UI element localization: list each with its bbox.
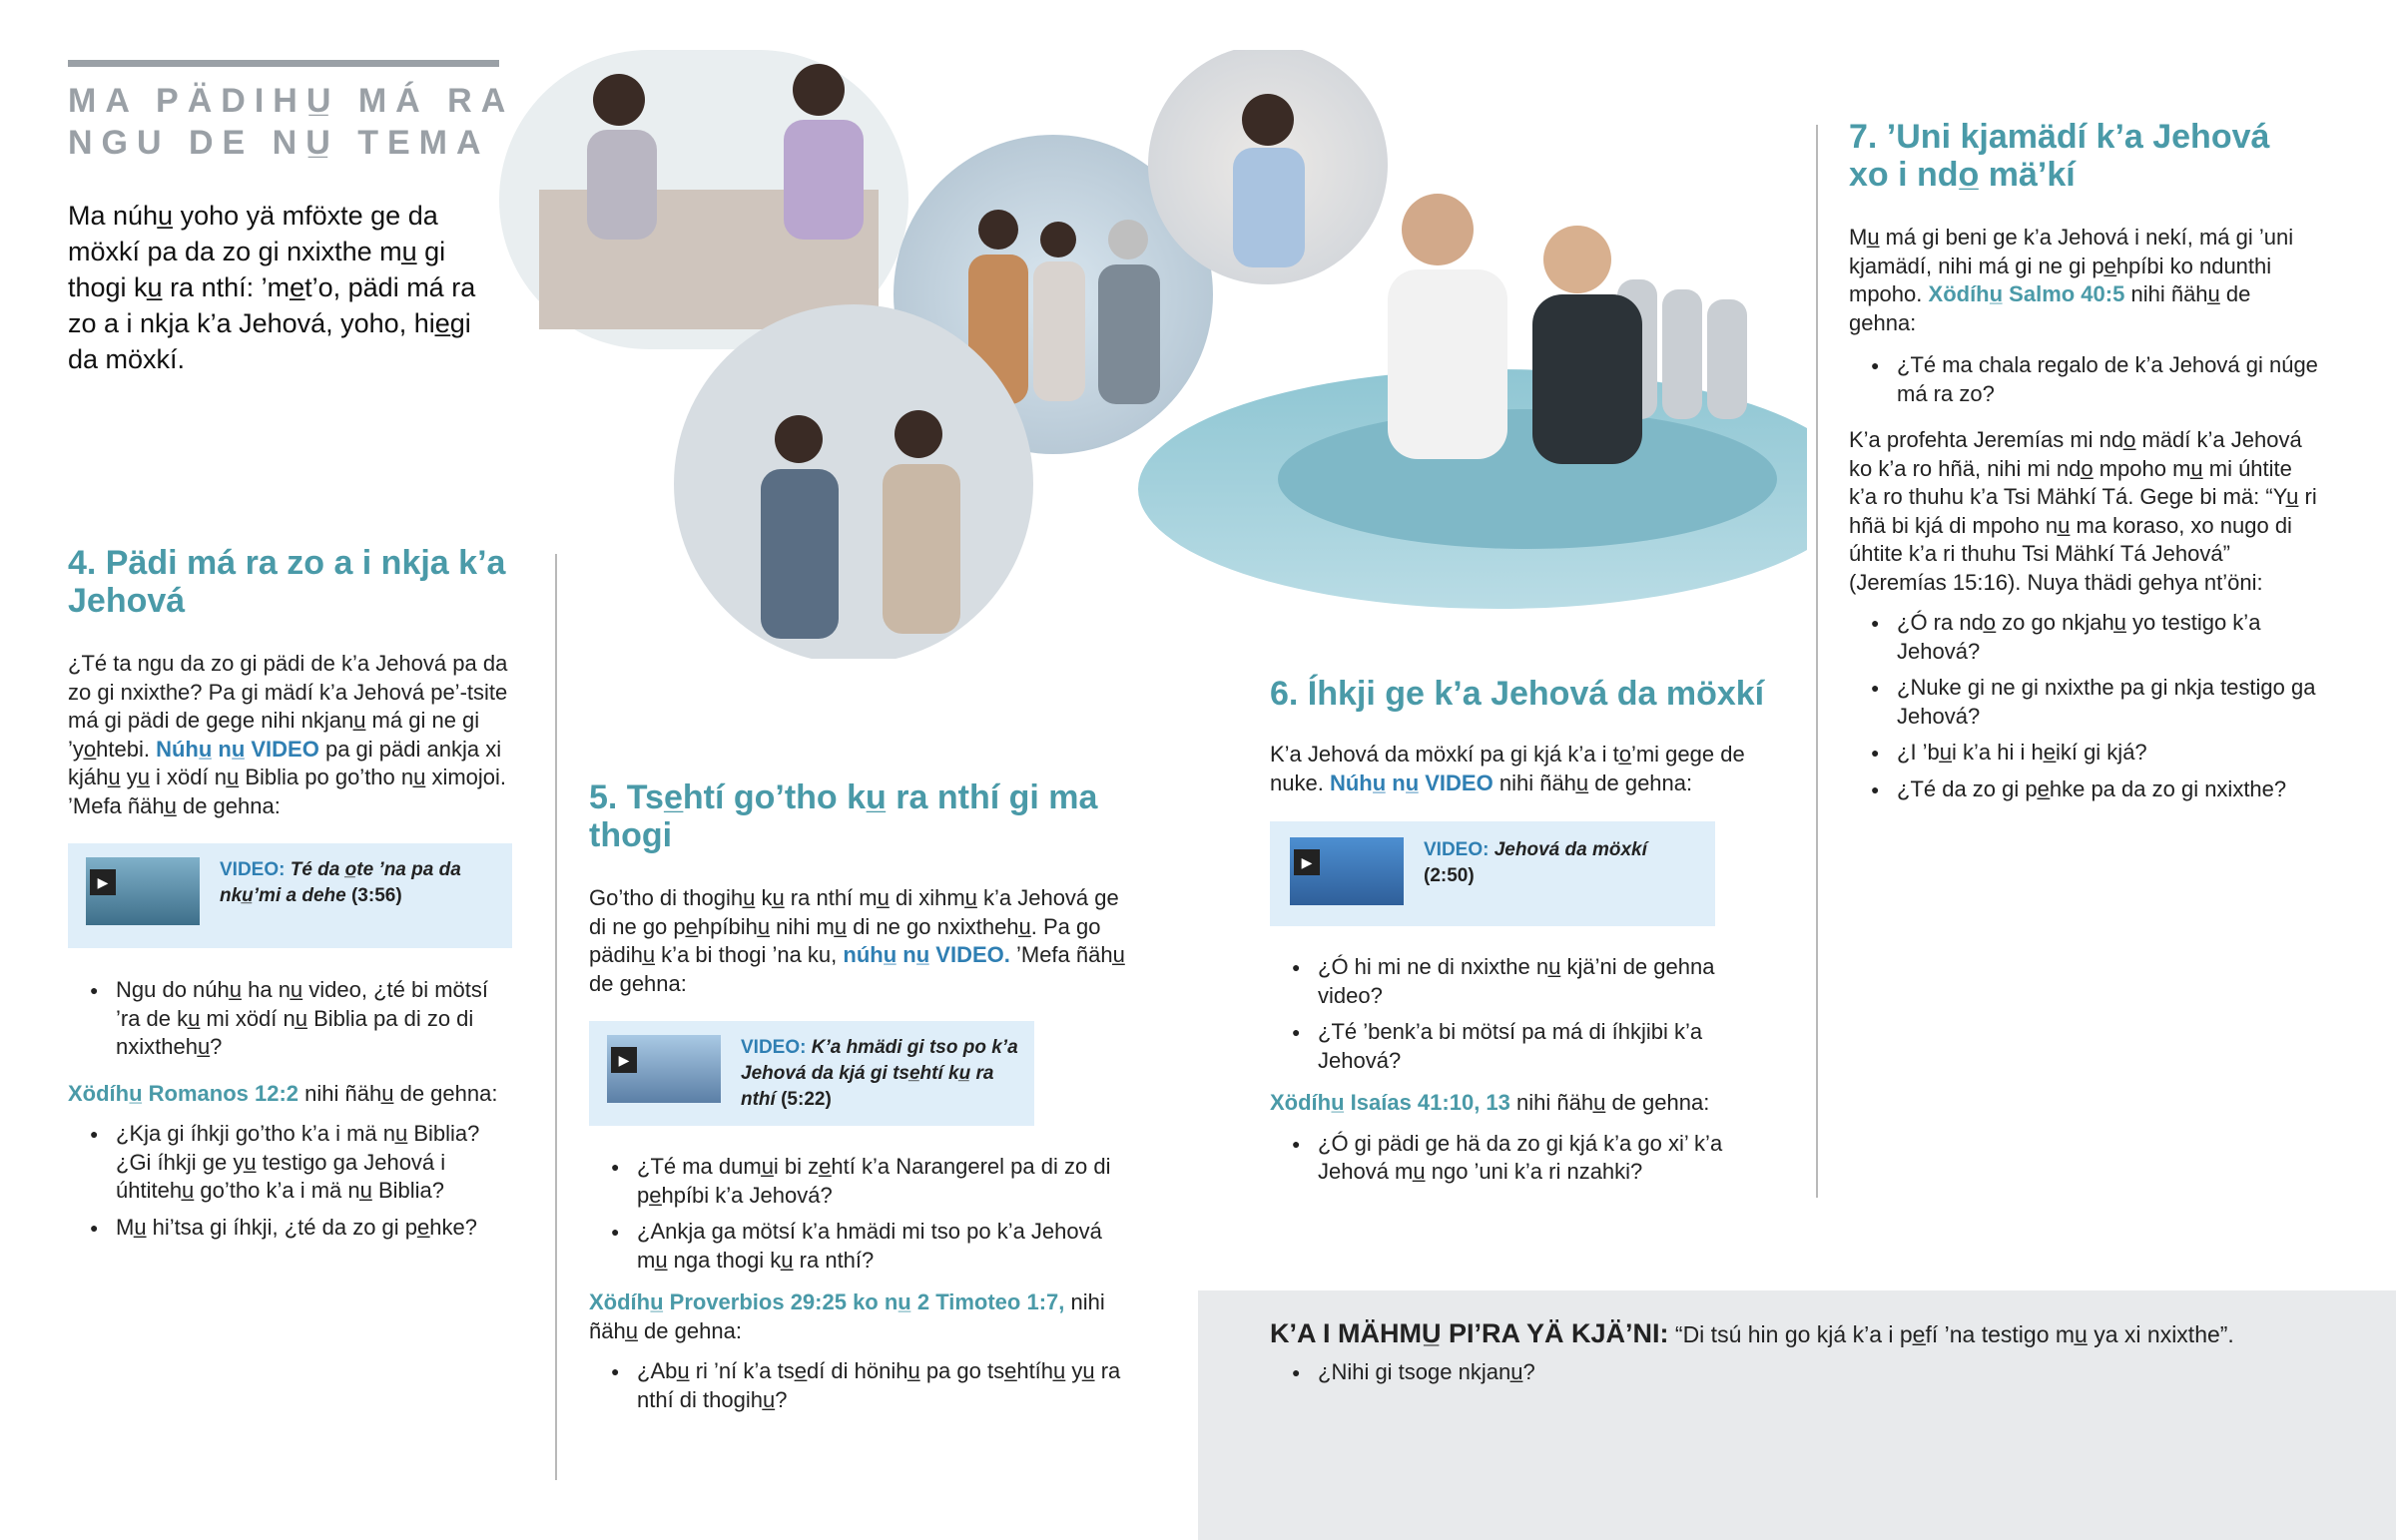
section-5-reading xyxy=(589,1288,1133,1345)
section-7 xyxy=(1849,118,2318,811)
section-7-title: 7. ’Uni kjamädí k’a Jehová xo i ndo̲ mä’kí xyxy=(1849,118,2270,194)
section-5-text-a: Go’tho di thogihu̲ ku̲ ra nthí mu̲ di xihmu̲ k’a Jehová ge di ne go pe̲hpíbihu̲ nihi mu̲ di ne go nxixthehu̲. Pa go pädihu̲ k’a bi thogi ’na ku, xyxy=(589,885,1119,967)
section-6-reading xyxy=(1270,1089,1749,1118)
lesson-kicker xyxy=(68,80,527,164)
section-7-question-2: ● ¿Ó ra ndo̲ zo go nkjahu̲ yo testigo k’a Jehová? xyxy=(1849,609,2318,666)
section-5 xyxy=(589,778,1128,998)
section-7-paragraph-2: K’a profehta Jeremías mi ndo̲ mädí k’a Jehová ko k’a ro hñä, nihi mi ndo̲ mpoho mu̲ mi úhtite k’a ro thuhu k’a Tsi Mähkí Tá. Gege bi mä: “Yu̲ ri hñä bi kjá di mpoho nu̲ ma koraso, xo nugo di úhtite k’a ri thuhu Tsi Mähkí Tá Jehová” (Jeremías 15:16). Nuya thädi gehya nt’öni: xyxy=(1849,427,2317,595)
section-7-paragraph-1 xyxy=(1849,224,2318,337)
section-5-video-link[interactable]: núhu̲ nu̲ VIDEO. xyxy=(843,942,1010,967)
play-icon[interactable]: ▶ xyxy=(611,1047,637,1073)
section-4-question-3: ● Mu̲ hi’tsa gi íhkji, ¿té da zo gi pe̲hke? xyxy=(68,1214,517,1243)
section-4-video-title: Té da o̲te ’na pa da nku̲’mi a dehe xyxy=(220,859,461,906)
section-7-question-3: ● ¿Nuke gi ne gi nxixthe pa gi nkja testigo ga Jehová? xyxy=(1849,674,2318,731)
section-5-question-3: ● ¿Abu̲ ri ’ní k’a tse̲dí di hönihu̲ pa go tse̲htíhu̲ yu̲ ra nthí di thogihu̲? xyxy=(589,1357,1133,1414)
section-5-video-card[interactable] xyxy=(589,1021,1034,1126)
play-icon[interactable]: ▶ xyxy=(1294,849,1320,875)
header-rule xyxy=(68,60,499,67)
section-4-video-text xyxy=(220,857,489,909)
section-5-video-duration: (5:22) xyxy=(781,1089,832,1110)
section-4-paragraph xyxy=(68,650,517,820)
objection-text: “Di tsú hin go kjá k’a i pe̲fí ’na testigo mu̲ ya xi nxixthe”. xyxy=(1674,1321,2234,1347)
section-6-title: 6. Íhkji ge k’a Jehová da möxkí xyxy=(1270,675,1765,713)
section-5-questions xyxy=(589,1153,1133,1422)
section-4-text-b: pa gi pädi ankja xi kjáhu̲ yu̲ i xödí nu̲ Biblia po go’tho nu̲ ximojoi. ’Mefa ñähu̲ de gehna: xyxy=(68,736,507,818)
section-4-scripture-link[interactable]: Xödíhu̲ Romanos 12:2 xyxy=(68,1080,300,1106)
video-label: VIDEO: xyxy=(220,859,286,880)
objection-question: ● ¿Nihi gi tsoge nkjanu̲? xyxy=(1270,1358,2168,1387)
section-4-ref-tail: nihi ñähu̲ de gehna: xyxy=(304,1080,498,1106)
section-6-question-2: ● ¿Té ’benk’a bi mötsí pa má di íhkjibi k’a Jehová? xyxy=(1270,1018,1749,1075)
section-7-text-b: nihi ñähu̲ de gehna: xyxy=(1849,281,2251,335)
section-6-question-3: ● ¿Ó gi pädi ge hä da zo gi kjá k’a go xi’ k’a Jehová mu̲ ngo ’uni k’a ri nzahki? xyxy=(1270,1130,1749,1187)
section-7-text-a: Mu̲ má gi beni ge k’a Jehová i nekí, má gi ’uni kjamädí, nihi má gi ne gi pe̲hpíbi ko ndunthi mpoho. xyxy=(1849,225,2294,306)
section-6-questions xyxy=(1270,953,1749,1195)
objection-line xyxy=(1270,1318,2348,1349)
section-6-video-text xyxy=(1424,837,1683,889)
section-6-video-thumbnail[interactable] xyxy=(1290,837,1404,905)
section-4-title: 4. Pädi má ra zo a i nkja k’a Jehová xyxy=(68,544,506,620)
section-4-question-1: ● Ngu do núhu̲ ha nu̲ video, ¿té bi mötsí ’ra de ku̲ mi xödí nu̲ Biblia pa di zo di nxixthehu̲? xyxy=(68,976,517,1062)
section-5-video-thumbnail[interactable] xyxy=(607,1035,721,1103)
objection-box xyxy=(1198,1290,2396,1540)
kicker-line-1: MA PÄDIHU̲ MÁ RA xyxy=(68,82,515,120)
intro-paragraph: Ma núhu̲ yoho yä mföxte ge da möxkí pa da zo gi nxixthe mu̲ gi thogi ku̲ ra nthí: ’me̲t’o, pädi má ra zo a i nkja k’a Jehová, yoho, hie̲gi da möxkí. xyxy=(68,201,476,374)
column-divider xyxy=(555,554,557,1480)
section-5-question-2: ● ¿Ankja ga mötsí k’a hmädi mi tso po k’a Jehová mu̲ nga thogi ku̲ ra nthí? xyxy=(589,1218,1133,1275)
section-6-paragraph xyxy=(1270,741,1769,797)
section-4-video-thumbnail[interactable] xyxy=(86,857,200,925)
section-6-text-a: K’a Jehová da möxkí pa gi kjá k’a i to̲’mi gege de nuke. xyxy=(1270,742,1745,795)
column-divider xyxy=(1816,125,1818,1198)
kicker-line-2: NGU DE NU̲ TEMA xyxy=(68,124,490,162)
section-5-text-b: ’Mefa ñähu̲ de gehna: xyxy=(589,942,1125,996)
section-4-question-2: ● ¿Kja gi íhkji go’tho k’a i mä nu̲ Biblia? ¿Gi íhkji ge yu̲ testigo ga Jehová i úhtitehu̲ go’tho k’a i mä nu̲ Biblia? xyxy=(68,1120,517,1206)
objection-label: K’A I MÄHMU̲ PI’RA YÄ KJÄ’NI: xyxy=(1270,1318,1669,1348)
section-4-reading xyxy=(68,1080,517,1109)
section-6-video-title: Jehová da möxkí xyxy=(1494,839,1647,860)
section-6-video-link[interactable]: Núhu̲ nu̲ VIDEO xyxy=(1329,770,1494,795)
section-5-ref-tail: nihi ñähu̲ de gehna: xyxy=(589,1289,1105,1343)
section-4-video-link[interactable]: Núhu̲ nu̲ VIDEO xyxy=(156,736,319,762)
section-4-video-card[interactable] xyxy=(68,843,512,948)
section-4-text-a: ¿Té ta ngu da zo gi pädi de k’a Jehová pa da zo gi nxixthe? Pa gi mädí k’a Jehová pe’-tsite má gi pädi de gege nihi nkjanu̲ má gi ne gi ’yo̲htebi. xyxy=(68,651,508,762)
section-5-question-1: ● ¿Té ma dumu̲i bi ze̲htí k’a Narangerel pa di zo di pe̲hpíbi k’a Jehová? xyxy=(589,1153,1133,1210)
section-6-question-1: ● ¿Ó hi mi ne di nxixthe nu̲ kjä’ni de gehna video? xyxy=(1270,953,1749,1010)
section-6-text-b: nihi ñähu̲ de gehna: xyxy=(1498,770,1693,795)
section-4-questions xyxy=(68,976,517,1250)
section-6-video-card[interactable] xyxy=(1270,821,1715,926)
section-5-scripture-link[interactable]: Xödíhu̲ Proverbios 29:25 ko nu̲ 2 Timoteo 1:7, xyxy=(589,1289,1065,1314)
section-5-video-title: K’a hmädi gi tso po k’a Jehová da kjá gi tse̲htí ku̲ ra nthí xyxy=(741,1037,1018,1110)
section-5-paragraph xyxy=(589,884,1128,998)
section-6-video-duration: (2:50) xyxy=(1424,865,1475,886)
section-6-scripture-link[interactable]: Xödíhu̲ Isaías 41:10, 13 xyxy=(1270,1090,1510,1115)
section-7-question-4: ● ¿I ’bu̲i k’a hi i he̲ikí gi kjá? xyxy=(1849,739,2318,768)
video-label: VIDEO: xyxy=(1424,839,1490,860)
section-6 xyxy=(1270,675,1769,797)
section-4-video-duration: (3:56) xyxy=(350,885,402,906)
section-6-ref-tail: nihi ñähu̲ de gehna: xyxy=(1516,1090,1710,1115)
section-5-video-text xyxy=(741,1035,1020,1113)
play-icon[interactable]: ▶ xyxy=(90,869,116,895)
section-7-question-5: ● ¿Té da zo gi pe̲hke pa da zo gi nxixthe? xyxy=(1849,775,2318,804)
section-7-scripture-link[interactable]: Xödíhu̲ Salmo 40:5 xyxy=(1928,281,2125,306)
illustration-baptism xyxy=(1058,50,1807,629)
section-5-title: 5. Tse̲htí go’tho ku̲ ra nthí gi ma thogi xyxy=(589,778,1098,854)
section-7-question-1: ● ¿Té ma chala regalo de k’a Jehová gi núge má ra zo? xyxy=(1849,351,2318,408)
section-4 xyxy=(68,544,517,820)
video-label: VIDEO: xyxy=(741,1037,807,1058)
